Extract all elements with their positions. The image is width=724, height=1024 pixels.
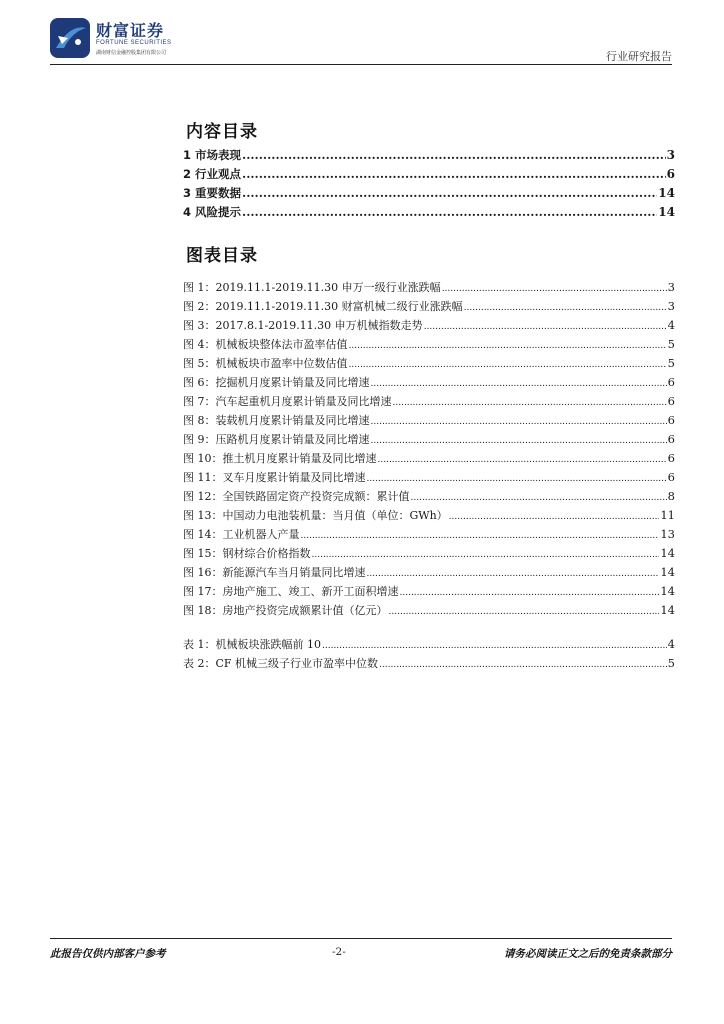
figure-entry-label: 图 1：2019.11.1-2019.11.30 申万一级行业涨跌幅: [183, 281, 441, 294]
figure-entry-label: 图 16：新能源汽车当月销量同比增速: [183, 566, 366, 579]
figure-entry-label: 图 15：钢材综合价格指数: [183, 547, 311, 560]
contents-list: [183, 146, 675, 222]
figure-entry-page: 14: [660, 546, 675, 560]
footer-disclaimer-left: 此报告仅供内部客户参考: [50, 948, 166, 960]
figure-entry-page: 8: [667, 489, 675, 503]
figure-entry[interactable]: [183, 601, 675, 620]
figure-entry-label: 图 5：机械板块市盈率中位数估值: [183, 357, 348, 370]
figures-list: [183, 278, 675, 620]
figure-entry[interactable]: [183, 354, 675, 373]
table-entry-label: 表 1：机械板块涨跌幅前 10: [183, 638, 321, 651]
toc-entry-label: 1 市场表现: [183, 148, 242, 162]
toc-entry-label: 3 重要数据: [183, 186, 242, 200]
figure-entry-label: 图 6：挖掘机月度累计销量及同比增速: [183, 376, 370, 389]
figure-entry[interactable]: [183, 487, 675, 506]
figure-entry-page: 14: [660, 584, 675, 598]
figure-entry-page: 6: [667, 394, 675, 408]
figure-entry-page: 5: [667, 356, 675, 370]
figure-entry[interactable]: [183, 430, 675, 449]
footer-divider: [50, 938, 672, 939]
figure-entry-label: 图 11：叉车月度累计销量及同比增速: [183, 471, 366, 484]
figure-entry-page: 14: [660, 603, 675, 617]
fortune-logo-icon: [50, 18, 90, 58]
figure-entry-label: 图 2：2019.11.1-2019.11.30 财富机械二级行业涨跌幅: [183, 300, 463, 313]
figure-entry-label: 图 9：压路机月度累计销量及同比增速: [183, 433, 370, 446]
figure-entry[interactable]: [183, 278, 675, 297]
toc-entry-page: 14: [658, 205, 675, 219]
figure-entry-page: 14: [660, 565, 675, 579]
table-entry-page: 4: [667, 637, 675, 651]
figure-entry[interactable]: [183, 525, 675, 544]
table-entry[interactable]: [183, 635, 675, 654]
figure-entry-page: 3: [667, 280, 675, 294]
figure-entry-label: 图 10：推土机月度累计销量及同比增速: [183, 452, 377, 465]
figure-entry[interactable]: [183, 392, 675, 411]
toc-entry-label: 2 行业观点: [183, 167, 242, 181]
toc-entry[interactable]: [183, 203, 675, 222]
toc-entry[interactable]: [183, 165, 675, 184]
figure-entry-page: 6: [667, 470, 675, 484]
figure-entry-page: 5: [667, 337, 675, 351]
header-divider: [50, 64, 672, 65]
toc-entry[interactable]: [183, 146, 675, 165]
figure-entry-label: 图 18：房地产投资完成额累计值（亿元）: [183, 604, 388, 617]
figure-entry-page: 11: [660, 508, 675, 522]
figure-entry-label: 图 7：汽车起重机月度累计销量及同比增速: [183, 395, 392, 408]
page-number: -2-: [332, 946, 346, 958]
table-entry-label: 表 2：CF 机械三级子行业市盈率中位数: [183, 657, 379, 670]
toc-entry-label: 4 风险提示: [183, 205, 242, 219]
figure-entry-label: 图 12：全国铁路固定资产投资完成额：累计值: [183, 490, 410, 503]
toc-entry-page: 6: [666, 167, 675, 181]
toc-entry[interactable]: [183, 184, 675, 203]
figure-entry-page: 6: [667, 375, 675, 389]
tables-list: [183, 635, 675, 673]
figure-entry[interactable]: [183, 449, 675, 468]
figure-entry[interactable]: [183, 335, 675, 354]
table-entry[interactable]: [183, 654, 675, 673]
figure-entry[interactable]: [183, 468, 675, 487]
figure-entry-page: 6: [667, 451, 675, 465]
figure-entry[interactable]: [183, 316, 675, 335]
figure-entry[interactable]: [183, 373, 675, 392]
figure-entry-label: 图 17：房地产施工、竣工、新开工面积增速: [183, 585, 399, 598]
figure-entry[interactable]: [183, 411, 675, 430]
footer-disclaimer-right: 请务必阅读正文之后的免责条款部分: [504, 948, 672, 960]
figure-entry-page: 4: [667, 318, 675, 332]
toc-entry-page: 14: [658, 186, 675, 200]
logo-chinese-name: 财富证券: [96, 21, 165, 40]
toc-entry-page: 3: [666, 148, 675, 162]
figure-entry[interactable]: [183, 506, 675, 525]
figure-entry-label: 图 8：装载机月度累计销量及同比增速: [183, 414, 370, 427]
figure-entry-page: 3: [667, 299, 675, 313]
figure-entry[interactable]: [183, 563, 675, 582]
company-logo: [50, 18, 180, 64]
figure-entry[interactable]: [183, 297, 675, 316]
page-header: [0, 0, 724, 76]
figure-entry-label: 图 3：2017.8.1-2019.11.30 申万机械指数走势: [183, 319, 423, 332]
logo-english-name: FORTUNE SECURITIES: [96, 40, 172, 46]
figure-entry[interactable]: [183, 544, 675, 563]
figure-entry-page: 13: [660, 527, 675, 541]
figure-entry-label: 图 14：工业机器人产量: [183, 528, 300, 541]
table-entry-page: 5: [667, 656, 675, 670]
figure-entry-page: 6: [667, 432, 675, 446]
figure-entry-page: 6: [667, 413, 675, 427]
figure-entry[interactable]: [183, 582, 675, 601]
figures-title: 图表目录: [186, 246, 258, 266]
report-type: 行业研究报告: [606, 50, 672, 63]
contents-title: 内容目录: [186, 122, 258, 142]
logo-tagline: 湖南财信金融控股集团有限公司: [96, 50, 167, 56]
figure-entry-label: 图 4：机械板块整体法市盈率估值: [183, 338, 348, 351]
figure-entry-label: 图 13：中国动力电池装机量：当月值（单位：GWh）: [183, 509, 448, 522]
